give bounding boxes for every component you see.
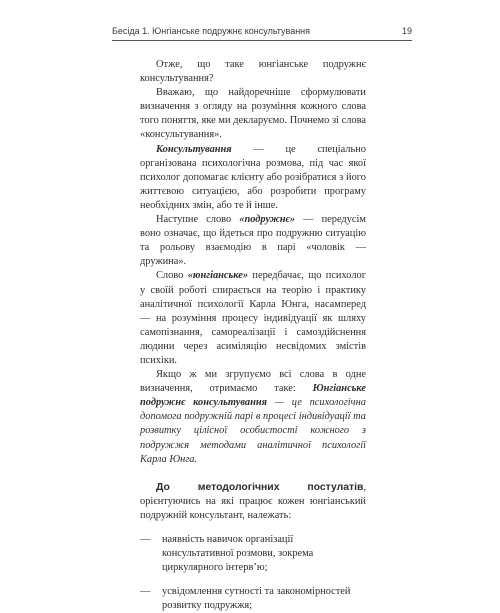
combined-definition-text: — це психологічна допомога подружній парі в процесі індивідуації та розвитку цілісної особистості кожного з подружжя методами аналітичної психології Карла Юнга. [140,397,366,465]
running-header [112,26,412,40]
term-consulting: Консультування [156,143,232,155]
dash-marker: — [140,586,151,598]
paragraph-approach: Вважаю, що найдоречніше сформулювати визначення з огляду на розуміння кожного слова того поняття, яке ми декларуємо. Почнемо зі слова «консультування». [140,87,366,141]
page-number: 19 [401,26,412,36]
running-title: Бесіда 1. Юнгіанське подружнє консультування [112,26,311,36]
paragraph-question: Отже, що таке юнгіанське подружнє консультування? [140,59,366,85]
paragraph-postulates [140,481,366,523]
header-rule [112,40,412,41]
postulates-list [140,533,366,613]
marital-definition-text: — передусім воно означає, що йдеться про подружню ситуацію та рольову взаємодію в парі «чоловік — дружина». [140,214,366,268]
term-postulates: До методологічних постулатів [156,481,364,493]
term-jungian: «юнгіанське» [187,270,249,282]
term-jungian-marital-consulting: Юнгіанське подружнє консультування [140,383,366,409]
paragraph-combined-definition [140,368,366,467]
postulates-intro-text: , орієнтуючись на які працює кожен юнгіанський подружній консультант, належать: [140,481,366,521]
section-gap [140,467,366,481]
dash-marker: — [140,534,151,545]
jungian-intro-text: Слово [156,270,188,282]
term-marital: «подружнє» [239,214,296,226]
paragraph-consulting-definition [140,143,366,213]
page-body [140,58,366,613]
paragraph-marital [140,213,366,269]
combined-intro-text: Якщо ж ми згрупуємо всі слова в одне визначення, отримаємо таке: [140,369,366,395]
paragraph-jungian [140,269,366,368]
consulting-definition-text: — це спеціально організована психологічна розмова, під час якої психолог допомагає клієнту або розібратися з його життєвою ситуацією, або розробити програму необхідних змін, або те й інше. [140,143,366,211]
list-item [140,585,366,613]
list-item-text: усвідомлення сутності та закономірностей розвитку подружжя; [162,586,351,612]
list-item-text: наявність навичок організації консультативної розмови, зокрема циркулярного інтерв’ю; [162,534,314,574]
list-item [140,533,366,575]
jungian-definition-text: передбачає, що психолог у своїй роботі спирається на теорію і практику аналітичної психології Карла Юнга, насамперед — на розуміння процесу індивідуації як шляху самопізнання, самореалізації і самоздійснення людини через асиміляцію несвідомих змістів психіки. [140,270,366,366]
marital-intro-text: Наступне слово [156,214,240,226]
